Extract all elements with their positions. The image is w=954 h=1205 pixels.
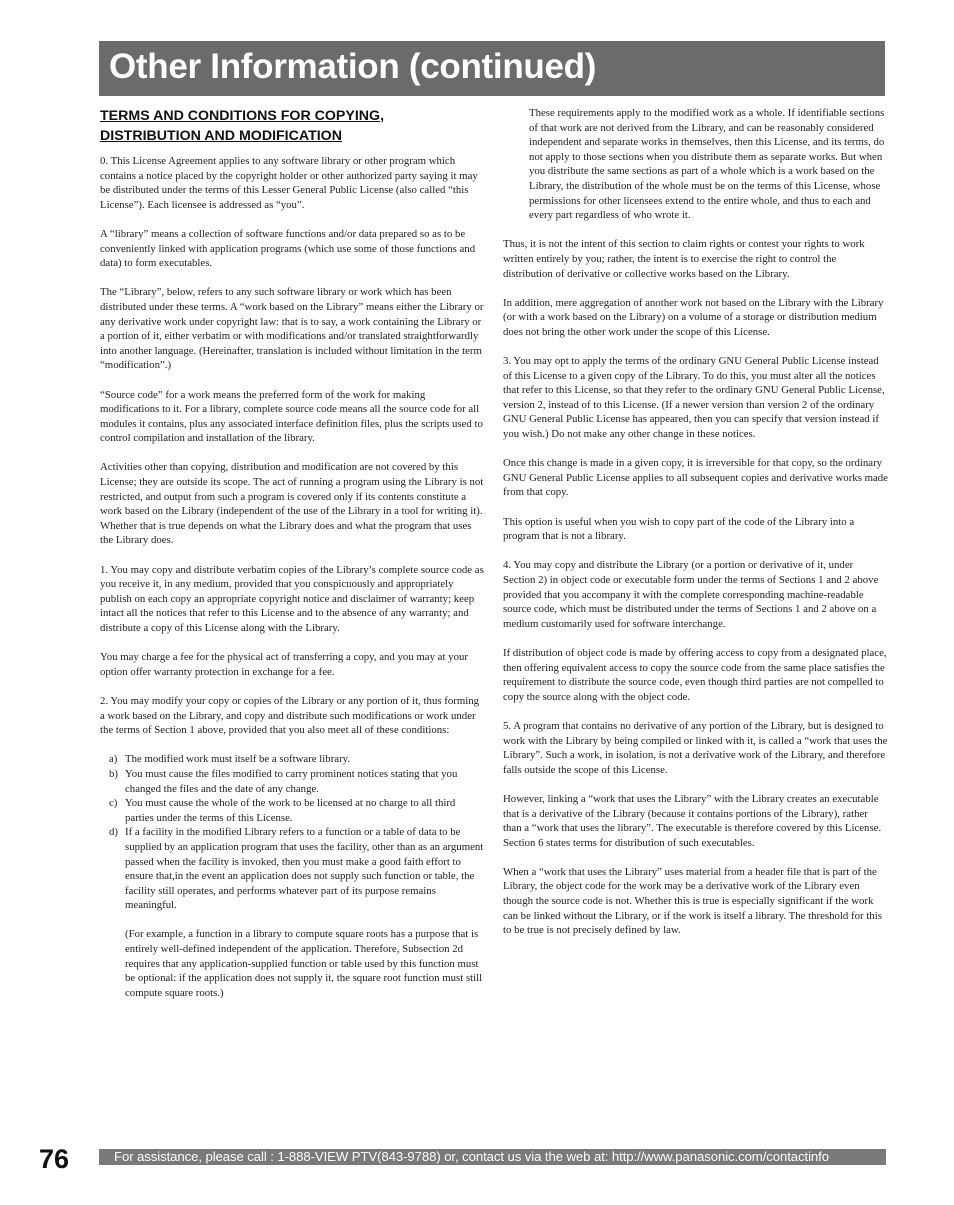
list-item <box>100 825 485 1000</box>
section-heading-line-2: DISTRIBUTION AND MODIFICATION <box>100 127 342 144</box>
paragraph-intent: Thus, it is not the intent of this section to claim rights or contest your rights to work written entirely by you; rather, the intent is to exercise the right to control the distribution of derivative or collective works based on the Library. <box>503 238 865 280</box>
left-column <box>100 106 485 1015</box>
list-marker: a) <box>109 753 118 766</box>
list-item-text: You must cause the whole of the work to be licensed at no charge to all third parties under the terms of this License. <box>125 797 456 824</box>
paragraph-option-useful: This option is useful when you wish to copy part of the code of the Library into a program that is not a library. <box>503 515 855 543</box>
list-item <box>100 796 485 825</box>
indented-paragraph: These requirements apply to the modified work as a whole. If identifiable sections of that work are not derived from the Library, and can be reasonably considered independent and separate works in themselves, then this License, and its terms, do not apply to those sections when you distribute them as separate works. But when you distribute the same sections as part of a whole which is a work based on the Library, the distribution of the whole must be on the terms of this License, whose permissions for other licensees extend to the entire whole, and thus to each and every part regardless of who wrote it. <box>529 107 885 222</box>
paragraph-object-code: If distribution of object code is made by offering access to copy from a designated place, then offering equivalent access to copy the source code from the same place satisfies the requirement to distribute the source code, even though third parties are not compelled to copy the source along with the object code. <box>503 646 887 703</box>
paragraph-aggregation: In addition, mere aggregation of another work not based on the Library with the Library (or with a work based on the Library) on a volume of a storage or distribution medium does not bring the other work under the scope of this License. <box>503 296 884 338</box>
section-heading <box>100 106 485 146</box>
paragraph-library-definition: A “library” means a collection of software functions and/or data prepared so as to be conveniently linked with application programs (which use some of those functions and data) to form executables. <box>100 227 476 270</box>
list-item-text: If a facility in the modified Library refers to a function or a table of data to be supplied by an application program that uses the facility, other than as an argument passed when the facility is invoked, then you must make a good faith effort to ensure that,in the event an application does not supply such function or table, the facility still operates, and performs whatever part of its purpose remains meaningful. <box>125 826 484 912</box>
page-title: Other Information (continued) <box>109 47 597 86</box>
paragraph-header-file: When a “work that uses the Library” uses material from a header file that is part of the Library, the object code for the work may be a derivative work of the Library even though the source code is not. Whether this is true is especially significant if the work can be linked without the Library, or if the work is itself a library. The threshold for this to be true is not precisely defined by law. <box>503 865 882 937</box>
list-item-example: (For example, a function in a library to compute square roots has a purpose that is entirely well-defined independent of the application. Therefore, Subsection 2d requires that any application-supplied function or table used by this function must be optional: if the application does not supply it, the square root function must still compute square roots.) <box>125 928 483 999</box>
paragraph-fee: You may charge a fee for the physical act of transferring a copy, and you may at your option offer warranty protection in exchange for a fee. <box>100 651 468 678</box>
list-item-text: You must cause the files modified to carry prominent notices stating that you changed the files and the date of any change. <box>125 767 458 795</box>
list-item <box>100 752 485 767</box>
paragraph-irreversible: Once this change is made in a given copy, it is irreversible for that copy, so the ordinary GNU General Public License applies to all subsequent copies and derivative works made from that copy. <box>503 457 888 499</box>
page-header-bar <box>99 41 885 96</box>
paragraph-section-3: 3. You may opt to apply the terms of the ordinary GNU General Public License instead of this License to a given copy of the Library. To do this, you must alter all the notices that refer to this License, so that they refer to the ordinary GNU General Public License, version 2, instead of to this License. (If a newer version than version 2 of the ordinary GNU General Public License has appeared, then you can specify that version instead if you wish.) Do not make any other change in these notices. <box>503 355 885 441</box>
paragraph-source-code: “Source code” for a work means the preferred form of the work for making modifications to it. For a library, complete source code means all the source code for all modules it contains, plus any associated interface definition files, plus the scripts used to control compilation and installation of the library. <box>100 388 483 445</box>
paragraph-section-4: 4. You may copy and distribute the Library (or a portion or derivative of it, under Section 2) in object code or executable form under the terms of Sections 1 and 2 above provided that you accompany it with the complete corresponding machine-readable source code, which must be distributed under the terms of Sections 1 and 2 above on a medium customarily used for software interchange. <box>503 559 879 630</box>
assistance-text: For assistance, please call : 1-888-VIEW PTV(843-9788) or, contact us via the web at: http://www.panasonic.com/contactinfo <box>114 1149 829 1164</box>
list-marker: c) <box>109 797 118 810</box>
paragraph-section-1: 1. You may copy and distribute verbatim copies of the Library’s complete source code as you receive it, in any medium, provided that you conspicuously and appropriately publish on each copy an appropriate copyright notice and disclaimer of warranty; keep intact all the notices that refer to this License and to the absence of any warranty; and distribute a copy of this License along with the Library. <box>100 563 484 634</box>
page-number: 76 <box>39 1144 70 1174</box>
paragraph-license-intro: 0. This License Agreement applies to any software library or other program which contains a notice placed by the copyright holder or other authorized party saying it may be distributed under the terms of this Lesser General Public License (also called “this License”). Each licensee is addressed as “you”. <box>100 155 478 211</box>
list-marker: b) <box>109 767 118 780</box>
conditions-list <box>100 752 485 1000</box>
footer-bar <box>99 1149 886 1165</box>
list-marker: d) <box>109 826 118 839</box>
right-column <box>503 106 888 952</box>
paragraph-section-2: 2. You may modify your copy or copies of the Library or any portion of it, thus forming a work based on the Library, and copy and distribute such modifications or work under the terms of Section 1 above, provided that you also meet all of these conditions: <box>100 694 480 737</box>
paragraph-linking: However, linking a “work that uses the Library” with the Library creates an executable that is a derivative of the Library (because it contains portions of the Library), rather than a “work that uses the library”. The executable is therefore covered by this License. Section 6 states terms for distribution of such executables. <box>503 792 882 849</box>
section-heading-line-1: TERMS AND CONDITIONS FOR COPYING, <box>100 108 385 124</box>
list-item <box>100 767 485 796</box>
list-item-text: The modified work must itself be a software library. <box>125 753 351 766</box>
paragraph-activities: Activities other than copying, distribution and modification are not covered by this License; they are outside its scope. The act of running a program using the Library is not restricted, and output from such a program is covered only if its contents constitute a work based on the Library (independent of the use of the Library in a tool for writing it). Whether that is true depends on what the Library does and what the program that uses the Library does. <box>100 461 484 547</box>
paragraph-section-5: 5. A program that contains no derivative of any portion of the Library, but is designed to work with the Library by being compiled or linked with it, is called a “work that uses the Library”. Such a work, in isolation, is not a derivative work of the Library, and therefore falls outside the scope of this License. <box>503 719 888 776</box>
paragraph-work-based-on-library: The “Library”, below, refers to any such software library or work which has been distributed under these terms. A “work based on the Library” means either the Library or any derivative work under copyright law: that is to say, a work containing the Library or a portion of it, either verbatim or with modifications and/or translated straightforwardly into another language. (Hereinafter, translation is included without limitation in the term “modification”.) <box>100 286 484 372</box>
